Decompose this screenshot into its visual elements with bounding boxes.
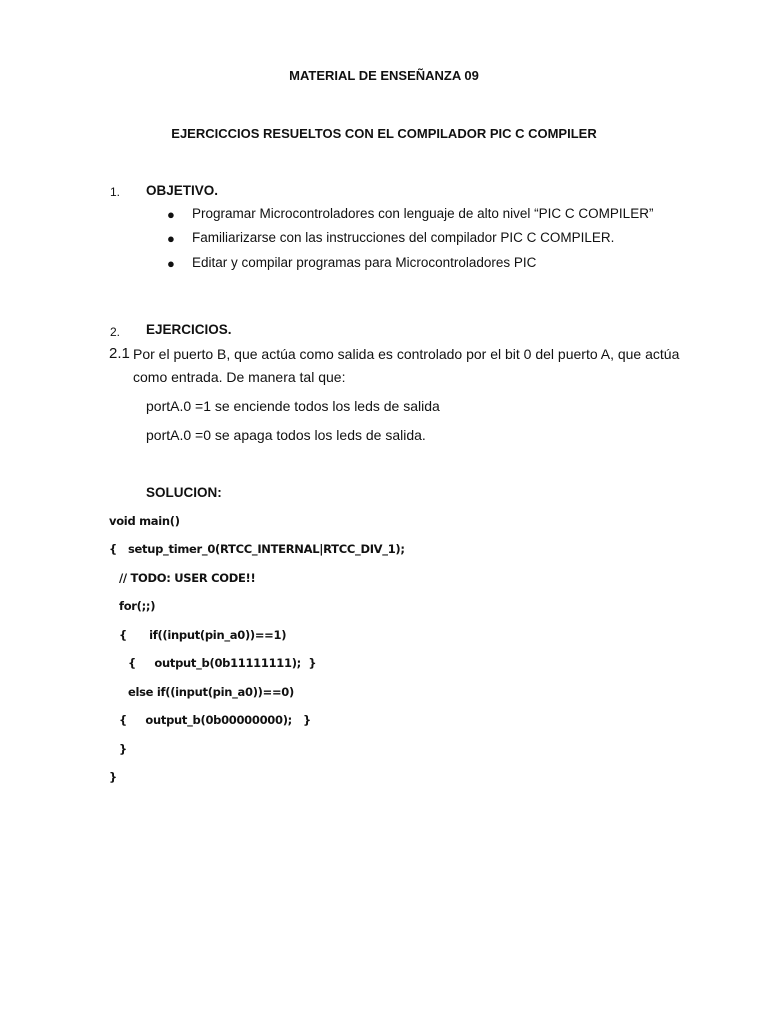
exercise-text-line-2: como entrada. De manera tal que: [133,369,346,385]
code-line: for(;;) [119,599,156,613]
bullet-icon: ● [167,231,175,246]
section-number-objetivo: 1. [110,185,121,199]
exercise-number: 2.1 [109,345,130,362]
code-line: // TODO: USER CODE!! [119,571,256,585]
code-line: } [109,770,117,784]
solution-heading: SOLUCION: [146,485,222,500]
code-line: else if((input(pin_a0))==0) [128,685,294,699]
bullet-icon: ● [167,256,175,271]
code-line: { output_b(0b11111111); } [128,656,317,670]
list-item: Editar y compilar programas para Microcontroladores PIC [192,255,537,270]
code-line: { setup_timer_0(RTCC_INTERNAL|RTCC_DIV_1); [109,542,405,556]
section-heading-objetivo: OBJETIVO. [146,183,219,198]
bullet-icon: ● [167,207,175,222]
code-line: } [119,742,127,756]
code-line: { output_b(0b00000000); } [119,713,311,727]
condition-port-low: portA.0 =0 se apaga todos los leds de salida. [146,427,426,443]
exercise-text-line-1: Por el puerto B, que actúa como salida es controlado por el bit 0 del puerto A, que actúa [133,346,680,362]
list-item: Programar Microcontroladores con lenguaje de alto nivel “PIC C COMPILER” [192,206,654,221]
section-heading-ejercicios: EJERCICIOS. [146,322,232,337]
condition-port-high: portA.0 =1 se enciende todos los leds de salida [146,398,440,414]
document-subtitle: EJERCICCIOS RESUELTOS CON EL COMPILADOR PIC C COMPILER [171,126,597,141]
code-line: { if((input(pin_a0))==1) [119,628,287,642]
list-item: Familiarizarse con las instrucciones del compilador PIC C COMPILER. [192,230,615,245]
code-line: void main() [109,514,180,528]
section-number-ejercicios: 2. [110,325,121,339]
document-title: MATERIAL DE ENSEÑANZA 09 [289,68,479,83]
